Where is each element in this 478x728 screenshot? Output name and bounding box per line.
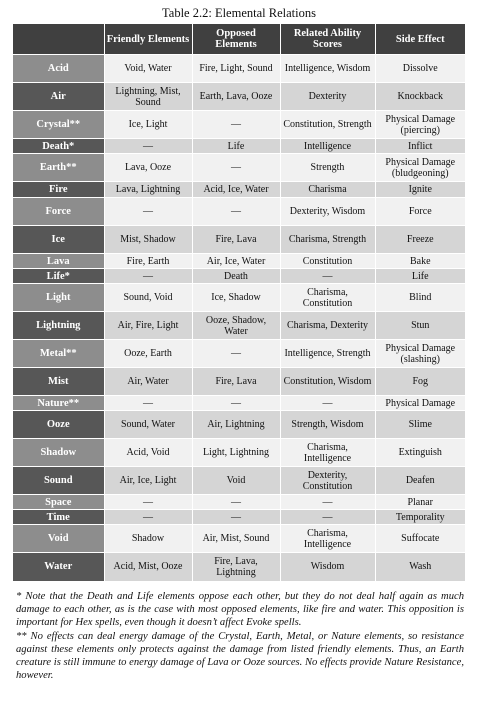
related-ability-scores-cell: Dexterity, Constitution bbox=[280, 467, 375, 495]
footnote-energy-damage: ** No effects can deal energy damage of the Crystal, Earth, Metal, or Nature elements, so resistance against these elements only protects against the damage from listed friendly elements. Thus, an Earth creature is still immune to energy damage of Lava or Ooze sources. No effects provide Nature Resistance, however. bbox=[16, 630, 464, 682]
opposed-elements-cell: — bbox=[192, 340, 280, 368]
opposed-elements-cell: Ice, Shadow bbox=[192, 284, 280, 312]
table-row bbox=[13, 269, 465, 284]
header-row bbox=[13, 24, 465, 55]
side-effect-cell: Inflict bbox=[375, 139, 465, 154]
element-name-cell: Water bbox=[13, 553, 104, 581]
element-name-cell: Ooze bbox=[13, 411, 104, 439]
side-effect-cell: Slime bbox=[375, 411, 465, 439]
table-row bbox=[13, 439, 465, 467]
friendly-elements-cell: — bbox=[104, 139, 192, 154]
element-name-cell: Light bbox=[13, 284, 104, 312]
table-row bbox=[13, 525, 465, 553]
friendly-elements-cell: Sound, Void bbox=[104, 284, 192, 312]
element-name-cell: Life* bbox=[13, 269, 104, 284]
side-effect-cell: Force bbox=[375, 198, 465, 226]
element-name-cell: Mist bbox=[13, 368, 104, 396]
friendly-elements-cell: Fire, Earth bbox=[104, 254, 192, 269]
side-effect-cell: Physical Damage (piercing) bbox=[375, 111, 465, 139]
table-row bbox=[13, 284, 465, 312]
friendly-elements-cell: Lightning, Mist, Sound bbox=[104, 83, 192, 111]
table-row bbox=[13, 312, 465, 340]
side-effect-cell: Physical Damage bbox=[375, 396, 465, 411]
side-effect-cell: Bake bbox=[375, 254, 465, 269]
table-row bbox=[13, 510, 465, 525]
side-effect-cell: Temporality bbox=[375, 510, 465, 525]
friendly-elements-cell: Shadow bbox=[104, 525, 192, 553]
related-ability-scores-cell: Constitution, Wisdom bbox=[280, 368, 375, 396]
related-ability-scores-cell: Charisma, Intelligence bbox=[280, 525, 375, 553]
friendly-elements-cell: Air, Water bbox=[104, 368, 192, 396]
side-effect-cell: Wash bbox=[375, 553, 465, 581]
related-ability-scores-cell: — bbox=[280, 396, 375, 411]
element-name-cell: Lava bbox=[13, 254, 104, 269]
table-row bbox=[13, 226, 465, 254]
friendly-elements-cell: Ooze, Earth bbox=[104, 340, 192, 368]
friendly-elements-cell: Ice, Light bbox=[104, 111, 192, 139]
element-name-cell: Crystal** bbox=[13, 111, 104, 139]
related-ability-scores-cell: — bbox=[280, 495, 375, 510]
table-row bbox=[13, 495, 465, 510]
related-ability-scores-cell: Strength, Wisdom bbox=[280, 411, 375, 439]
table-row bbox=[13, 368, 465, 396]
opposed-elements-cell: Air, Mist, Sound bbox=[192, 525, 280, 553]
table-row bbox=[13, 340, 465, 368]
related-ability-scores-cell: Dexterity, Wisdom bbox=[280, 198, 375, 226]
element-name-cell: Shadow bbox=[13, 439, 104, 467]
header-side-effect: Side Effect bbox=[375, 24, 465, 55]
opposed-elements-cell: — bbox=[192, 111, 280, 139]
side-effect-cell: Planar bbox=[375, 495, 465, 510]
element-name-cell: Time bbox=[13, 510, 104, 525]
friendly-elements-cell: Mist, Shadow bbox=[104, 226, 192, 254]
table-row bbox=[13, 396, 465, 411]
friendly-elements-cell: Acid, Void bbox=[104, 439, 192, 467]
table-row bbox=[13, 139, 465, 154]
header-element bbox=[13, 24, 104, 55]
footnotes bbox=[16, 590, 464, 682]
table-row bbox=[13, 111, 465, 139]
element-name-cell: Space bbox=[13, 495, 104, 510]
side-effect-cell: Deafen bbox=[375, 467, 465, 495]
related-ability-scores-cell: Charisma, Dexterity bbox=[280, 312, 375, 340]
opposed-elements-cell: Ooze, Shadow, Water bbox=[192, 312, 280, 340]
table-row bbox=[13, 553, 465, 581]
opposed-elements-cell: — bbox=[192, 198, 280, 226]
opposed-elements-cell: Acid, Ice, Water bbox=[192, 182, 280, 198]
header-friendly-elements: Friendly Elements bbox=[104, 24, 192, 55]
side-effect-cell: Freeze bbox=[375, 226, 465, 254]
side-effect-cell: Physical Damage (slashing) bbox=[375, 340, 465, 368]
related-ability-scores-cell: Intelligence, Strength bbox=[280, 340, 375, 368]
side-effect-cell: Physical Damage (bludgeoning) bbox=[375, 154, 465, 182]
table-row bbox=[13, 411, 465, 439]
friendly-elements-cell: Lava, Lightning bbox=[104, 182, 192, 198]
related-ability-scores-cell: Charisma, Strength bbox=[280, 226, 375, 254]
friendly-elements-cell: — bbox=[104, 396, 192, 411]
opposed-elements-cell: Earth, Lava, Ooze bbox=[192, 83, 280, 111]
opposed-elements-cell: — bbox=[192, 495, 280, 510]
side-effect-cell: Stun bbox=[375, 312, 465, 340]
related-ability-scores-cell: Dexterity bbox=[280, 83, 375, 111]
element-name-cell: Metal** bbox=[13, 340, 104, 368]
table-row bbox=[13, 154, 465, 182]
table-row bbox=[13, 55, 465, 83]
element-name-cell: Earth** bbox=[13, 154, 104, 182]
friendly-elements-cell: Lava, Ooze bbox=[104, 154, 192, 182]
side-effect-cell: Ignite bbox=[375, 182, 465, 198]
side-effect-cell: Dissolve bbox=[375, 55, 465, 83]
friendly-elements-cell: Sound, Water bbox=[104, 411, 192, 439]
opposed-elements-cell: Fire, Lava, Lightning bbox=[192, 553, 280, 581]
element-name-cell: Force bbox=[13, 198, 104, 226]
side-effect-cell: Life bbox=[375, 269, 465, 284]
related-ability-scores-cell: Constitution bbox=[280, 254, 375, 269]
element-name-cell: Nature** bbox=[13, 396, 104, 411]
side-effect-cell: Fog bbox=[375, 368, 465, 396]
friendly-elements-cell: — bbox=[104, 495, 192, 510]
friendly-elements-cell: — bbox=[104, 269, 192, 284]
friendly-elements-cell: Air, Ice, Light bbox=[104, 467, 192, 495]
side-effect-cell: Suffocate bbox=[375, 525, 465, 553]
friendly-elements-cell: Void, Water bbox=[104, 55, 192, 83]
related-ability-scores-cell: — bbox=[280, 269, 375, 284]
table-row bbox=[13, 182, 465, 198]
opposed-elements-cell: Air, Lightning bbox=[192, 411, 280, 439]
related-ability-scores-cell: — bbox=[280, 510, 375, 525]
element-name-cell: Acid bbox=[13, 55, 104, 83]
friendly-elements-cell: — bbox=[104, 198, 192, 226]
opposed-elements-cell: — bbox=[192, 154, 280, 182]
opposed-elements-cell: — bbox=[192, 396, 280, 411]
table-body bbox=[13, 55, 465, 581]
table-row bbox=[13, 83, 465, 111]
elemental-relations-table bbox=[13, 24, 465, 581]
element-name-cell: Air bbox=[13, 83, 104, 111]
related-ability-scores-cell: Charisma, Intelligence bbox=[280, 439, 375, 467]
header-related-ability-scores: Related Ability Scores bbox=[280, 24, 375, 55]
opposed-elements-cell: Void bbox=[192, 467, 280, 495]
related-ability-scores-cell: Constitution, Strength bbox=[280, 111, 375, 139]
related-ability-scores-cell: Wisdom bbox=[280, 553, 375, 581]
element-name-cell: Ice bbox=[13, 226, 104, 254]
side-effect-cell: Extinguish bbox=[375, 439, 465, 467]
element-name-cell: Void bbox=[13, 525, 104, 553]
opposed-elements-cell: Fire, Lava bbox=[192, 368, 280, 396]
related-ability-scores-cell: Strength bbox=[280, 154, 375, 182]
table-row bbox=[13, 254, 465, 269]
related-ability-scores-cell: Intelligence, Wisdom bbox=[280, 55, 375, 83]
footnote-death-life: * Note that the Death and Life elements oppose each other, but they do not deal half again as much damage to each other, as is the case with most opposed elements, like fire and water. This opposition is important for Hex spells, even though it doesn’t affect Evoke spells. bbox=[16, 591, 464, 629]
table-row bbox=[13, 198, 465, 226]
friendly-elements-cell: Acid, Mist, Ooze bbox=[104, 553, 192, 581]
element-name-cell: Lightning bbox=[13, 312, 104, 340]
opposed-elements-cell: Life bbox=[192, 139, 280, 154]
opposed-elements-cell: Fire, Light, Sound bbox=[192, 55, 280, 83]
opposed-elements-cell: Fire, Lava bbox=[192, 226, 280, 254]
header-opposed-elements: Opposed Elements bbox=[192, 24, 280, 55]
friendly-elements-cell: Air, Fire, Light bbox=[104, 312, 192, 340]
related-ability-scores-cell: Charisma bbox=[280, 182, 375, 198]
element-name-cell: Sound bbox=[13, 467, 104, 495]
side-effect-cell: Knockback bbox=[375, 83, 465, 111]
side-effect-cell: Blind bbox=[375, 284, 465, 312]
table-caption: Table 2.2: Elemental Relations bbox=[162, 6, 316, 20]
opposed-elements-cell: Death bbox=[192, 269, 280, 284]
table-row bbox=[13, 467, 465, 495]
opposed-elements-cell: Light, Lightning bbox=[192, 439, 280, 467]
friendly-elements-cell: — bbox=[104, 510, 192, 525]
related-ability-scores-cell: Intelligence bbox=[280, 139, 375, 154]
opposed-elements-cell: — bbox=[192, 510, 280, 525]
element-name-cell: Fire bbox=[13, 182, 104, 198]
element-name-cell: Death* bbox=[13, 139, 104, 154]
related-ability-scores-cell: Charisma, Constitution bbox=[280, 284, 375, 312]
opposed-elements-cell: Air, Ice, Water bbox=[192, 254, 280, 269]
